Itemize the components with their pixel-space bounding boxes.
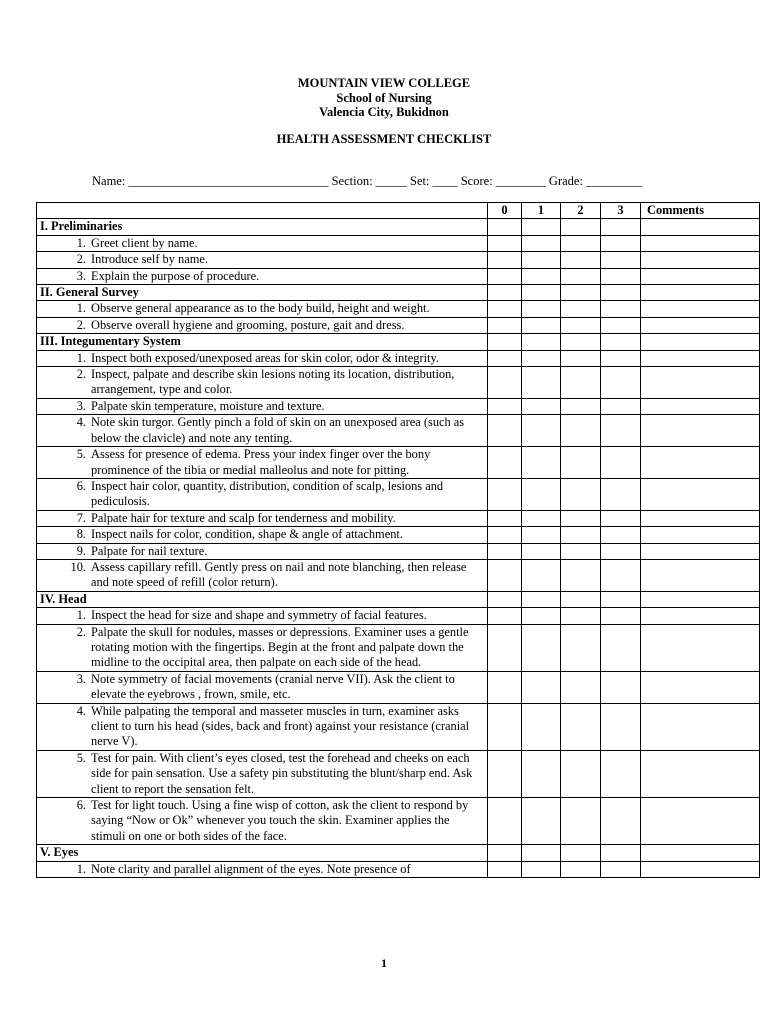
item-number: 1. (76, 301, 86, 316)
score-2-cell[interactable] (561, 252, 601, 268)
score-0-cell[interactable] (488, 350, 522, 366)
score-3-cell[interactable] (601, 591, 641, 607)
score-1-cell[interactable] (522, 608, 561, 624)
checklist-item-row (37, 235, 760, 251)
checklist-item-row (37, 252, 760, 268)
score-1-cell[interactable] (522, 285, 561, 301)
score-1-cell[interactable] (522, 235, 561, 251)
score-1-cell[interactable] (522, 334, 561, 350)
comments-cell[interactable] (641, 317, 760, 333)
comments-cell[interactable] (641, 798, 760, 845)
score-3-cell[interactable] (601, 624, 641, 671)
section-header-row (37, 591, 760, 607)
comments-cell[interactable] (641, 334, 760, 350)
score-2-cell[interactable] (561, 415, 601, 447)
score-0-cell[interactable] (488, 591, 522, 607)
item-number: 7. (76, 510, 86, 525)
item-cell (37, 317, 488, 333)
item-text: Note skin turgor. Gently pinch a fold of skin on an unexposed area (such as below the clavicle) and note any tenting. (91, 415, 465, 445)
score-3-cell[interactable] (601, 845, 641, 861)
item-number: 6. (76, 798, 86, 813)
comments-cell[interactable] (641, 703, 760, 750)
score-3-cell[interactable] (601, 527, 641, 543)
comments-cell[interactable] (641, 861, 760, 877)
item-number: 4. (76, 415, 86, 430)
checklist-item (40, 399, 484, 414)
item-text: Test for light touch. Using a fine wisp of cotton, ask the client to respond by saying “Now or Ok” whenever you touch the skin. Examiner applies the stimuli on one or both sides of the face. (91, 798, 469, 843)
comments-cell[interactable] (641, 510, 760, 526)
section-title-cell (37, 591, 488, 607)
comments-cell[interactable] (641, 447, 760, 479)
score-3-cell[interactable] (601, 268, 641, 284)
checklist-item-row (37, 268, 760, 284)
score-2-cell[interactable] (561, 624, 601, 671)
comments-cell[interactable] (641, 285, 760, 301)
comments-cell[interactable] (641, 350, 760, 366)
item-cell (37, 252, 488, 268)
item-number: 2. (76, 317, 86, 332)
school-location: Valencia City, Bukidnon (319, 105, 449, 120)
score-2-cell[interactable] (561, 861, 601, 877)
item-text: Observe general appearance as to the body build, height and weight. (91, 301, 430, 316)
score-1-cell[interactable] (522, 591, 561, 607)
score-2-cell[interactable] (561, 608, 601, 624)
checklist-item (40, 269, 484, 284)
score-2-cell[interactable] (561, 559, 601, 591)
score-0-cell[interactable] (488, 608, 522, 624)
section-title: III. Integumentary System (40, 334, 181, 349)
score-0-cell[interactable] (488, 252, 522, 268)
item-cell (37, 301, 488, 317)
score-0-header: 0 (488, 203, 522, 219)
section-header-row (37, 285, 760, 301)
comments-cell[interactable] (641, 750, 760, 797)
section-header-row (37, 219, 760, 235)
comments-cell[interactable] (641, 624, 760, 671)
item-number: 2. (76, 367, 86, 382)
item-column-header (37, 203, 488, 219)
checklist-item (40, 367, 484, 398)
score-2-cell[interactable] (561, 750, 601, 797)
checklist-item-row (37, 415, 760, 447)
checklist-item (40, 544, 484, 559)
score-1-cell[interactable] (522, 478, 561, 510)
checklist-item (40, 447, 484, 478)
section-title-cell (37, 219, 488, 235)
score-0-cell[interactable] (488, 415, 522, 447)
score-3-cell[interactable] (601, 543, 641, 559)
score-3-cell[interactable] (601, 798, 641, 845)
score-3-cell[interactable] (601, 219, 641, 235)
item-text: Introduce self by name. (91, 252, 208, 267)
score-1-cell[interactable] (522, 415, 561, 447)
checklist-item (40, 236, 484, 251)
checklist-item-row (37, 608, 760, 624)
score-2-cell[interactable] (561, 703, 601, 750)
item-cell (37, 398, 488, 414)
score-1-cell[interactable] (522, 624, 561, 671)
checklist-item (40, 862, 484, 877)
score-1-cell[interactable] (522, 798, 561, 845)
score-0-cell[interactable] (488, 447, 522, 479)
score-3-cell[interactable] (601, 317, 641, 333)
item-text: Greet client by name. (91, 235, 198, 250)
score-3-cell[interactable] (601, 861, 641, 877)
section-title-cell (37, 334, 488, 350)
score-2-cell[interactable] (561, 367, 601, 399)
comments-cell[interactable] (641, 543, 760, 559)
item-text: Assess for presence of edema. Press your index finger over the bony prominence of the tibia or medial malleolus and note for pitting. (91, 447, 431, 477)
score-3-cell[interactable] (601, 398, 641, 414)
checklist-item-row (37, 398, 760, 414)
score-2-header: 2 (561, 203, 601, 219)
item-text: Explain the purpose of procedure. (91, 268, 260, 283)
score-1-cell[interactable] (522, 447, 561, 479)
page-number: 1 (381, 956, 387, 970)
score-1-cell[interactable] (522, 510, 561, 526)
score-3-cell[interactable] (601, 350, 641, 366)
section-title: I. Preliminaries (40, 219, 123, 234)
item-number: 3. (76, 671, 86, 686)
item-cell (37, 510, 488, 526)
item-cell (37, 367, 488, 399)
checklist-item-row (37, 543, 760, 559)
comments-cell[interactable] (641, 252, 760, 268)
checklist-item (40, 252, 484, 267)
item-number: 6. (76, 478, 86, 493)
comments-cell[interactable] (641, 415, 760, 447)
score-0-cell[interactable] (488, 861, 522, 877)
score-0-cell[interactable] (488, 219, 522, 235)
score-3-cell[interactable] (601, 478, 641, 510)
score-0-cell[interactable] (488, 671, 522, 703)
score-3-cell[interactable] (601, 415, 641, 447)
item-text: Palpate hair for texture and scalp for tenderness and mobility. (91, 510, 396, 525)
score-1-cell[interactable] (522, 703, 561, 750)
score-1-cell[interactable] (522, 367, 561, 399)
checklist-table (36, 202, 760, 878)
item-cell (37, 415, 488, 447)
score-2-cell[interactable] (561, 285, 601, 301)
checklist-item (40, 415, 484, 446)
item-text: Palpate skin temperature, moisture and texture. (91, 398, 325, 413)
checklist-item-row (37, 367, 760, 399)
checklist-item (40, 479, 484, 510)
item-text: Note clarity and parallel alignment of the eyes. Note presence of (91, 861, 411, 876)
score-0-cell[interactable] (488, 268, 522, 284)
score-0-cell[interactable] (488, 285, 522, 301)
score-3-cell[interactable] (601, 750, 641, 797)
checklist-item-row (37, 317, 760, 333)
comments-cell[interactable] (641, 559, 760, 591)
item-text: Palpate the skull for nodules, masses or depressions. Examiner uses a gentle rotating motion with the fingertips. Begin at the front and palpate down the midline to the occipital area, then palpate on each side of the head. (91, 624, 469, 670)
item-cell (37, 447, 488, 479)
checklist-item-row (37, 301, 760, 317)
item-number: 1. (76, 350, 86, 365)
item-cell (37, 861, 488, 877)
score-0-cell[interactable] (488, 559, 522, 591)
score-1-cell[interactable] (522, 252, 561, 268)
checklist-item (40, 560, 484, 591)
table-header-row (37, 203, 760, 219)
checklist-item (40, 672, 484, 703)
institution-name: MOUNTAIN VIEW COLLEGE (297, 76, 471, 90)
item-number: 10. (70, 559, 86, 574)
checklist-item-row (37, 798, 760, 845)
student-info-line: Name: ________________________________ Section: _____ Set: ____ Score: ________ Grade: _________ (92, 174, 643, 188)
score-1-cell[interactable] (522, 317, 561, 333)
item-number: 4. (76, 703, 86, 718)
score-2-cell[interactable] (561, 591, 601, 607)
section-title-cell (37, 845, 488, 861)
score-1-cell[interactable] (522, 268, 561, 284)
item-cell (37, 527, 488, 543)
score-0-cell[interactable] (488, 527, 522, 543)
checklist-item-row (37, 510, 760, 526)
score-2-cell[interactable] (561, 219, 601, 235)
score-0-cell[interactable] (488, 798, 522, 845)
comments-cell[interactable] (641, 591, 760, 607)
comments-cell[interactable] (641, 671, 760, 703)
item-text: Inspect, palpate and describe skin lesions noting its location, distribution, arrangement, type and color. (91, 367, 455, 397)
item-cell (37, 608, 488, 624)
comments-cell[interactable] (641, 398, 760, 414)
score-0-cell[interactable] (488, 543, 522, 559)
item-text: Test for pain. With client’s eyes closed, test the forehead and cheeks on each side for pain sensation. Use a safety pin substituting the blunt/sharp end. Ask client to report the sensation felt. (91, 750, 473, 796)
comments-cell[interactable] (641, 219, 760, 235)
checklist-item (40, 527, 484, 542)
checklist-item-row (37, 527, 760, 543)
score-0-cell[interactable] (488, 845, 522, 861)
score-0-cell[interactable] (488, 235, 522, 251)
checklist-item-row (37, 703, 760, 750)
score-3-cell[interactable] (601, 608, 641, 624)
school-name: School of Nursing (336, 90, 432, 105)
score-1-cell[interactable] (522, 350, 561, 366)
item-text: While palpating the temporal and masseter muscles in turn, examiner asks client to turn his head (sides, back and front) against your resistance (cranial nerve V). (91, 703, 470, 749)
comments-cell[interactable] (641, 527, 760, 543)
item-number: 1. (76, 608, 86, 623)
score-2-cell[interactable] (561, 543, 601, 559)
item-cell (37, 543, 488, 559)
checklist-item-row (37, 861, 760, 877)
section-title: II. General Survey (40, 285, 139, 300)
score-2-cell[interactable] (561, 478, 601, 510)
item-number: 3. (76, 268, 86, 283)
section-title: IV. Head (40, 591, 87, 606)
score-3-cell[interactable] (601, 559, 641, 591)
item-text: Palpate for nail texture. (91, 543, 208, 558)
item-number: 5. (76, 447, 86, 462)
item-number: 2. (76, 624, 86, 639)
item-text: Inspect both exposed/unexposed areas for skin color, odor & integrity. (91, 350, 439, 365)
document-header (0, 76, 768, 147)
section-title-cell (37, 285, 488, 301)
score-3-cell[interactable] (601, 703, 641, 750)
score-3-cell[interactable] (601, 235, 641, 251)
score-2-cell[interactable] (561, 235, 601, 251)
item-text: Inspect the head for size and shape and symmetry of facial features. (91, 608, 427, 623)
item-text: Inspect nails for color, condition, shape & angle of attachment. (91, 527, 403, 542)
score-0-cell[interactable] (488, 301, 522, 317)
score-3-cell[interactable] (601, 447, 641, 479)
item-number: 8. (76, 527, 86, 542)
score-1-cell[interactable] (522, 543, 561, 559)
score-1-cell[interactable] (522, 559, 561, 591)
comments-cell[interactable] (641, 478, 760, 510)
checklist-item-row (37, 559, 760, 591)
comments-cell[interactable] (641, 268, 760, 284)
checklist-item (40, 318, 484, 333)
score-2-cell[interactable] (561, 527, 601, 543)
item-text: Observe overall hygiene and grooming, posture, gait and dress. (91, 317, 405, 332)
score-1-cell[interactable] (522, 671, 561, 703)
score-3-header: 3 (601, 203, 641, 219)
score-1-cell[interactable] (522, 219, 561, 235)
item-cell (37, 671, 488, 703)
score-0-cell[interactable] (488, 703, 522, 750)
item-cell (37, 350, 488, 366)
score-0-cell[interactable] (488, 478, 522, 510)
checklist-item-row (37, 671, 760, 703)
checklist-item (40, 704, 484, 750)
section-title: V. Eyes (40, 845, 79, 860)
item-cell (37, 235, 488, 251)
checklist-item (40, 608, 484, 623)
item-cell (37, 624, 488, 671)
section-header-row (37, 845, 760, 861)
score-3-cell[interactable] (601, 252, 641, 268)
score-3-cell[interactable] (601, 285, 641, 301)
item-number: 3. (76, 398, 86, 413)
checklist-body (37, 219, 760, 878)
score-0-cell[interactable] (488, 317, 522, 333)
score-1-cell[interactable] (522, 845, 561, 861)
checklist-item-row (37, 350, 760, 366)
score-2-cell[interactable] (561, 845, 601, 861)
score-2-cell[interactable] (561, 671, 601, 703)
score-3-cell[interactable] (601, 301, 641, 317)
score-2-cell[interactable] (561, 268, 601, 284)
checklist-item (40, 351, 484, 366)
item-cell (37, 478, 488, 510)
item-number: 1. (76, 235, 86, 250)
score-3-cell[interactable] (601, 334, 641, 350)
score-1-cell[interactable] (522, 527, 561, 543)
document-title: HEALTH ASSESSMENT CHECKLIST (276, 131, 492, 146)
item-number: 1. (76, 861, 86, 876)
item-number: 2. (76, 252, 86, 267)
checklist-item (40, 798, 484, 844)
checklist-item-row (37, 447, 760, 479)
item-number: 5. (76, 750, 86, 765)
score-2-cell[interactable] (561, 301, 601, 317)
comments-header: Comments (641, 203, 760, 219)
checklist-item-row (37, 750, 760, 797)
item-number: 9. (76, 543, 86, 558)
item-cell (37, 750, 488, 797)
score-2-cell[interactable] (561, 510, 601, 526)
score-1-cell[interactable] (522, 750, 561, 797)
section-header-row (37, 334, 760, 350)
score-3-cell[interactable] (601, 671, 641, 703)
item-cell (37, 268, 488, 284)
score-1-cell[interactable] (522, 861, 561, 877)
score-3-cell[interactable] (601, 510, 641, 526)
score-1-header: 1 (522, 203, 561, 219)
item-cell (37, 703, 488, 750)
checklist-item (40, 301, 484, 316)
score-2-cell[interactable] (561, 447, 601, 479)
score-2-cell[interactable] (561, 334, 601, 350)
checklist-item (40, 625, 484, 671)
score-2-cell[interactable] (561, 798, 601, 845)
comments-cell[interactable] (641, 845, 760, 861)
checklist-item (40, 511, 484, 526)
score-0-cell[interactable] (488, 750, 522, 797)
item-text: Note symmetry of facial movements (cranial nerve VII). Ask the client to elevate the eyebrows , frown, smile, etc. (91, 671, 455, 702)
item-text: Assess capillary refill. Gently press on nail and note blanching, then release and note speed of refill (color return). (91, 559, 467, 590)
score-0-cell[interactable] (488, 398, 522, 414)
checklist-item (40, 751, 484, 797)
comments-cell[interactable] (641, 367, 760, 399)
comments-cell[interactable] (641, 235, 760, 251)
comments-cell[interactable] (641, 608, 760, 624)
item-text: Inspect hair color, quantity, distribution, condition of scalp, lesions and pediculosis. (91, 478, 444, 509)
score-0-cell[interactable] (488, 510, 522, 526)
score-3-cell[interactable] (601, 367, 641, 399)
checklist-item-row (37, 478, 760, 510)
checklist-item-row (37, 624, 760, 671)
item-cell (37, 798, 488, 845)
score-1-cell[interactable] (522, 301, 561, 317)
score-0-cell[interactable] (488, 367, 522, 399)
comments-cell[interactable] (641, 301, 760, 317)
score-2-cell[interactable] (561, 350, 601, 366)
score-1-cell[interactable] (522, 398, 561, 414)
item-cell (37, 559, 488, 591)
score-0-cell[interactable] (488, 624, 522, 671)
score-0-cell[interactable] (488, 334, 522, 350)
score-2-cell[interactable] (561, 398, 601, 414)
score-2-cell[interactable] (561, 317, 601, 333)
